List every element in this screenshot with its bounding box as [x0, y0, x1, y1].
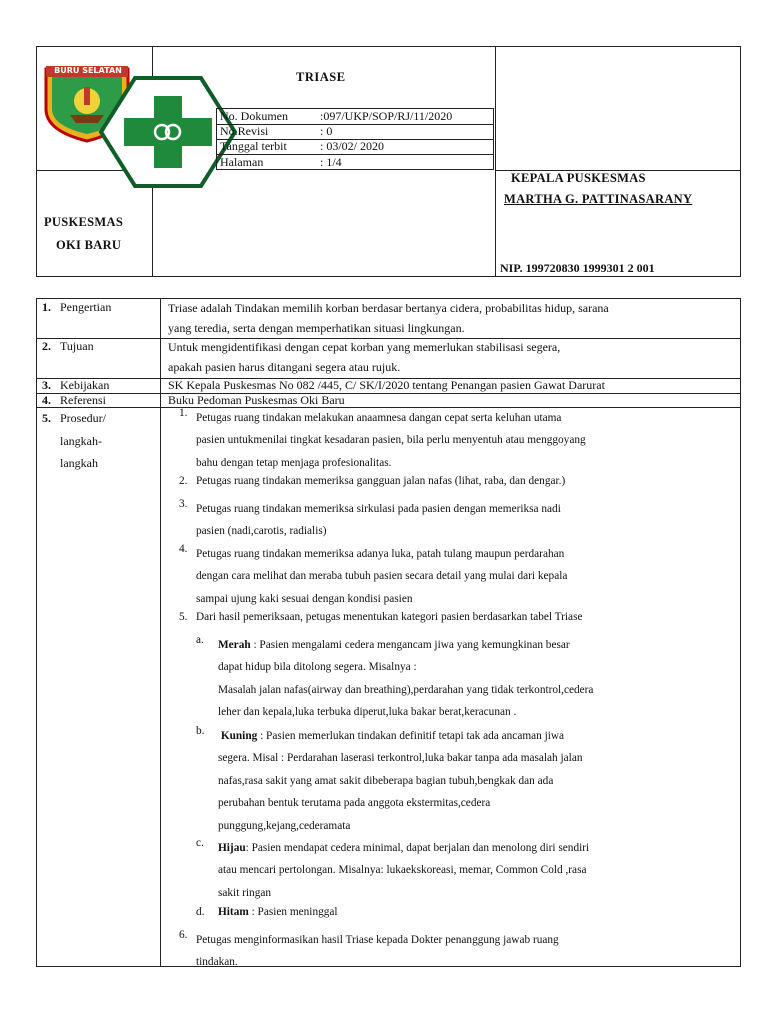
category-hitam: [218, 906, 338, 918]
text-line: Untuk mengidentifikasi dengan cepat korban yang memerlukan stabilisasi segera,: [168, 340, 561, 354]
pengertian-text: [168, 297, 728, 340]
section-label-kebijakan: [42, 378, 109, 393]
step-line: Petugas ruang tindakan memeriksa gangguan jalan nafas (lihat, raba, dan dengar.): [196, 475, 566, 487]
category-kuning: [218, 725, 583, 837]
section-name: Referensi: [60, 393, 106, 407]
section-name: Tujuan: [60, 339, 94, 353]
kepala-nip: NIP. 199720830 1999301 2 001: [500, 261, 655, 275]
category-name: Kuning: [220, 730, 258, 742]
section-label-prosedur: [42, 407, 106, 475]
meta-label: No. Dokumen: [220, 109, 288, 123]
section-num: 1.: [42, 300, 51, 314]
section-num: 5.: [42, 411, 51, 425]
category-line: Masalah jalan nafas(airway dan breathing),perdarahan yang tidak terkontrol,cedera: [218, 683, 594, 696]
section-name: langkah-: [60, 433, 102, 448]
section-name: Kebijakan: [60, 378, 110, 392]
category-hijau: [218, 837, 589, 904]
meta-value: : 0: [320, 124, 333, 138]
category-letter: b.: [196, 725, 205, 737]
category-name: Hitam: [218, 906, 249, 918]
category-letter: c.: [196, 837, 204, 849]
step-number: 2.: [179, 475, 188, 487]
category-desc: : Pasien meninggal: [248, 906, 338, 918]
step-5: [196, 611, 582, 623]
meta-label: No.Revisi: [220, 124, 269, 138]
puskesmas-name-line2: OKI BARU: [56, 238, 122, 252]
meta-row-revisi: [220, 124, 495, 139]
kepala-title: KEPALA PUSKESMAS: [511, 171, 646, 185]
puskesmas-name-line1: PUSKESMAS: [44, 215, 124, 229]
category-desc: : Pasien memerlukan tindakan definitif tetapi tak ada ancaman jiwa: [257, 730, 565, 742]
category-line: perubahan bentuk terutama pada anggota ekstermitas,cedera: [218, 797, 491, 810]
step-line: tindakan.: [196, 956, 238, 969]
meta-row-dokumen: [220, 109, 495, 124]
section-num: 3.: [42, 378, 51, 392]
kepala-name: MARTHA G. PATTINASARANY: [504, 192, 693, 206]
section-num: 4.: [42, 393, 51, 407]
step-3: [196, 498, 561, 543]
step-number: 5.: [179, 611, 188, 623]
tujuan-text: [168, 336, 728, 379]
step-number: 3.: [179, 498, 188, 510]
step-1: [196, 407, 586, 474]
meta-label: Tanggal terbit: [220, 139, 287, 153]
category-name: Hijau: [218, 842, 246, 854]
section-name: langkah: [60, 456, 98, 470]
kabupaten-logo-text: BURU SELATAN: [54, 66, 122, 75]
section-name: Prosedur/: [60, 411, 106, 425]
category-line: nafas,rasa sakit yang amat sakit dibeberapa bagian tubuh,bengkak dan ada: [218, 774, 554, 787]
step-line: bahu dengan tetap menjaga profesionalitas.: [196, 456, 392, 469]
meta-value: : 1/4: [320, 155, 342, 169]
category-line: segera. Misal : Perdarahan laserasi terkontrol,luka bakar tanpa ada masalah jalan: [218, 752, 583, 765]
meta-value: : 03/02/ 2020: [320, 139, 385, 153]
step-line: Petugas ruang tindakan melakukan anaamnesa dangan cepat serta keluhan utama: [196, 412, 562, 424]
text-line: apakah pasien harus ditangani segera atau rujuk.: [168, 360, 401, 374]
meta-value: :097/UKP/SOP/RJ/11/2020: [320, 109, 453, 123]
category-letter: a.: [196, 634, 204, 646]
category-name: Merah: [218, 639, 251, 651]
step-4: [196, 543, 567, 610]
section-label-referensi: [42, 393, 106, 408]
text-line: yang teredia, serta dengan memperhatikan situasi lingkungan.: [168, 321, 465, 335]
step-line: pasien (nadi,carotis, radialis): [196, 525, 327, 538]
category-line: leher dan kepala,luka terbuka diperut,luka bakar berat,keracunan .: [218, 706, 517, 719]
category-merah: [218, 634, 593, 724]
step-line: pasien untukmenilai tingkat kesadaran pasien, bila perlu menyentuh atau menggoyang: [196, 434, 586, 447]
kebijakan-text: SK Kepala Puskesmas No 082 /445, C/ SK/I/2020 tentang Penangan pasien Gawat Darurat: [168, 378, 605, 392]
category-line: punggung,kejang,cederamata: [218, 819, 351, 832]
meta-label: Halaman: [220, 155, 264, 169]
step-line: Petugas ruang tindakan memeriksa sirkulasi pada pasien dengan memeriksa nadi: [196, 503, 561, 515]
document-title: TRIASE: [296, 70, 346, 84]
text-line: Triase adalah Tindakan memilih korban berdasar bertanya cidera, probabilitas hidup, sarana: [168, 301, 609, 315]
step-number: 4.: [179, 543, 188, 555]
step-number: 1.: [179, 407, 188, 419]
step-line: sampai ujung kaki sesuai dengan kondisi pasien: [196, 592, 413, 605]
meta-row-tanggal: [220, 139, 495, 154]
section-name: Pengertian: [60, 300, 112, 314]
section-label-tujuan: [42, 339, 94, 354]
category-line: dapat hidup bila ditolong segera. Misalnya :: [218, 661, 417, 674]
step-line: Petugas menginformasikan hasil Triase kepada Dokter penanggung jawab ruang: [196, 934, 559, 946]
step-2: [196, 475, 565, 487]
step-line: Petugas ruang tindakan memeriksa adanya luka, patah tulang maupun perdarahan: [196, 548, 565, 560]
category-desc: : Pasien mendapat cedera minimal, dapat berjalan dan menolong diri sendiri: [245, 842, 590, 854]
step-line: dengan cara melihat dan meraba tubuh pasien secara detail yang mulai dari kepala: [196, 570, 568, 583]
category-line: atau mencari pertolongan. Misalnya: lukaekskoreasi, memar, Common Cold ,rasa: [218, 864, 587, 877]
category-line: sakit ringan: [218, 886, 272, 899]
referensi-text: Buku Pedoman Puskesmas Oki Baru: [168, 393, 345, 407]
meta-row-halaman: [220, 155, 495, 170]
category-letter: d.: [196, 906, 205, 918]
category-desc: : Pasien mengalami cedera mengancam jiwa yang kemungkinan besar: [250, 639, 570, 651]
section-num: 2.: [42, 339, 51, 353]
step-number: 6.: [179, 929, 188, 941]
section-label-pengertian: [42, 300, 111, 315]
step-6: [196, 929, 559, 974]
step-line: Dari hasil pemeriksaan, petugas menentukan kategori pasien berdasarkan tabel Triase: [196, 611, 583, 623]
